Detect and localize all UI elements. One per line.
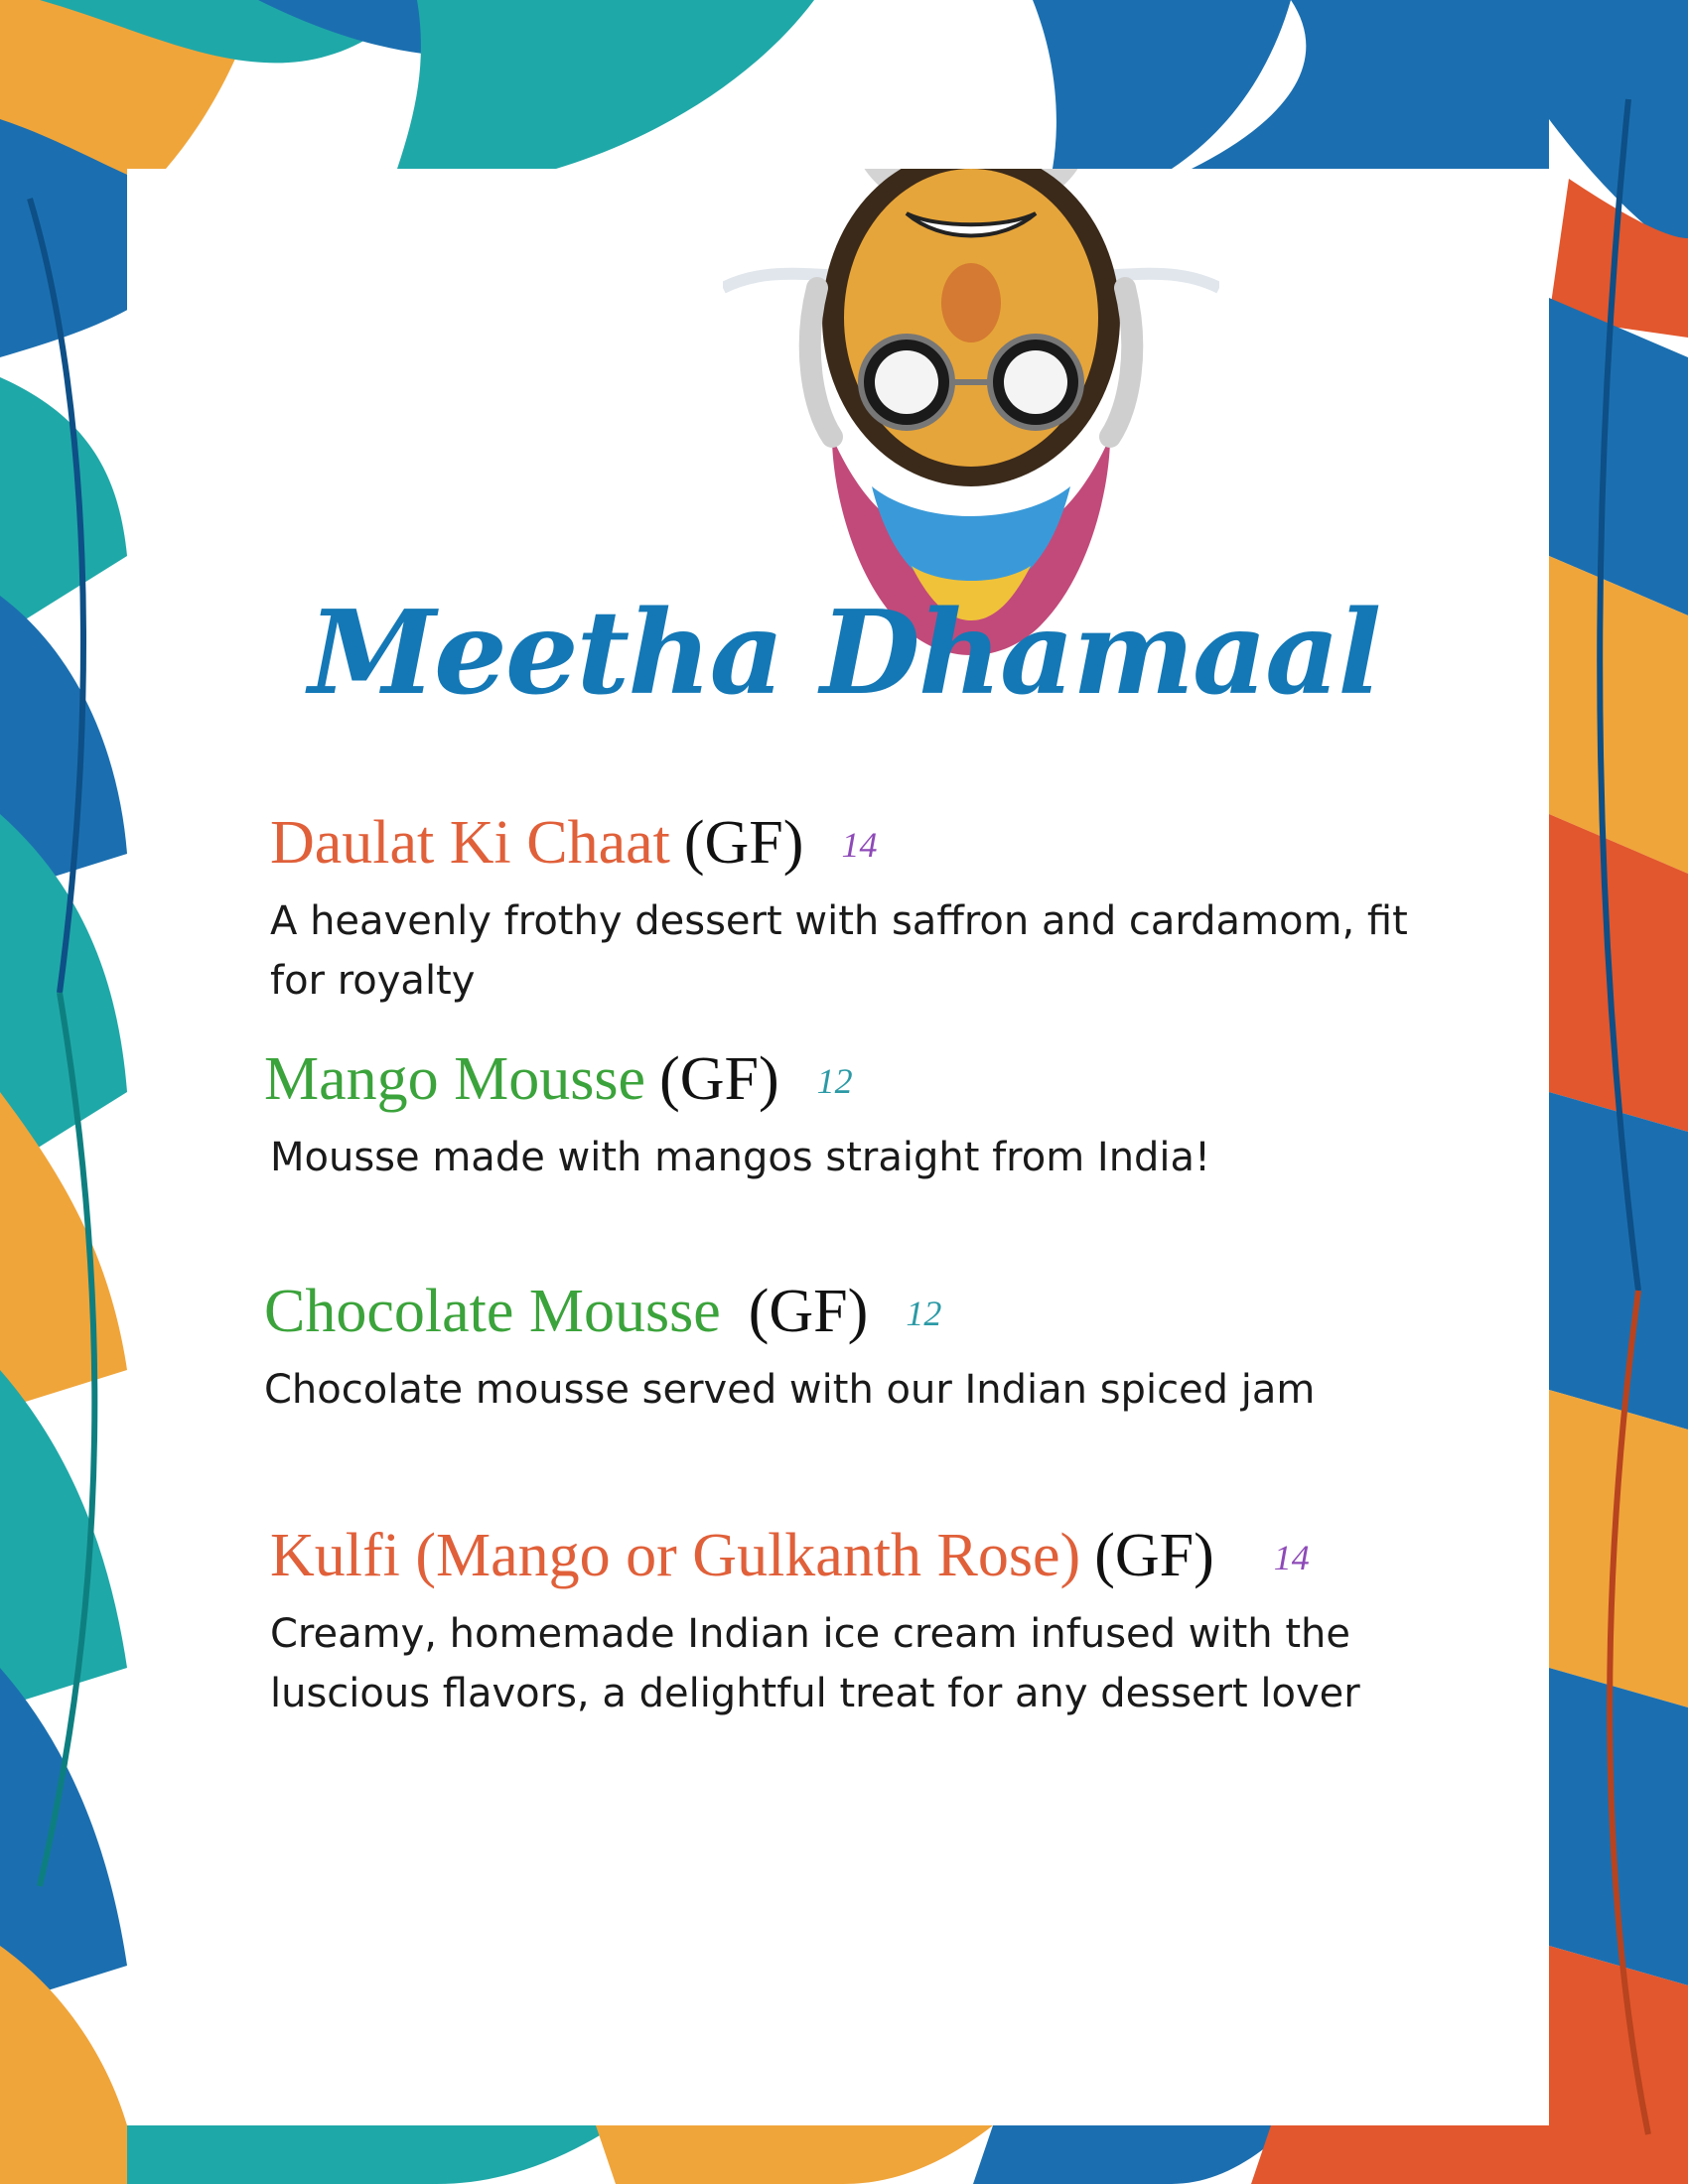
menu-item-description: Creamy, homemade Indian ice cream infused with the luscious flavors, a delightful treat for any dessert lover [270, 1611, 1360, 1716]
menu-item-price: 12 [816, 1061, 853, 1101]
menu-item [270, 809, 1462, 1011]
menu-item-header [264, 1045, 1456, 1113]
menu-item-header [270, 1522, 1462, 1589]
gluten-free-tag: (GF) [659, 1045, 779, 1113]
menu-item-price: 14 [1273, 1538, 1310, 1577]
menu-item [264, 1045, 1456, 1187]
gluten-free-tag: (GF) [683, 809, 804, 877]
menu-item-price: 12 [906, 1294, 942, 1333]
menu-title: Meetha Dhamaal [308, 586, 1380, 721]
menu-item-name: Daulat Ki Chaat [270, 809, 670, 877]
gluten-free-tag: (GF) [748, 1278, 869, 1345]
menu-item [264, 1278, 1456, 1420]
menu-item-name: Chocolate Mousse [264, 1278, 721, 1345]
gluten-free-tag: (GF) [1094, 1522, 1214, 1589]
menu-item-name: Kulfi (Mango or Gulkanth Rose) [270, 1522, 1081, 1589]
menu-item-header [264, 1278, 1456, 1345]
menu-item-name: Mango Mousse [264, 1045, 646, 1113]
menu-item [270, 1522, 1462, 1723]
menu-item-price: 14 [841, 825, 878, 865]
menu-item-description: Mousse made with mangos straight from India! [270, 1135, 1211, 1180]
menu-item-header [270, 809, 1462, 877]
menu-item-description: A heavenly frothy dessert with saffron and cardamom, fit for royalty [270, 898, 1408, 1004]
menu-item-description: Chocolate mousse served with our Indian spiced jam [264, 1367, 1316, 1413]
